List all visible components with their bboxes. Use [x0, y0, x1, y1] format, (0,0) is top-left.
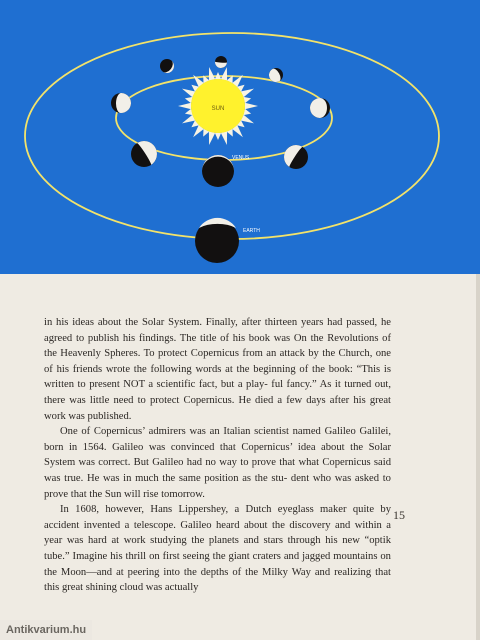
body-text — [44, 315, 391, 596]
text-line: Galilei, born in 1564. Galileo was convinced that Copernicus’ idea about — [44, 426, 391, 453]
sky-background — [0, 0, 480, 274]
text-line: his new “optik tube.” Imagine his thrill on first seeing the giant craters — [44, 535, 391, 562]
venus-phases-diagram — [0, 0, 480, 274]
text-line: dent who was asked to prove that the Sun will rise tomorrow. — [44, 472, 391, 500]
text-line: within a year was hard at work studying the planets and stars through — [44, 519, 391, 547]
solar-system-illustration — [0, 0, 480, 274]
text-line: ful fancy.” As it turned out, there was little need to protect Copernicus. — [44, 379, 391, 406]
sun-label: SUN — [211, 106, 225, 112]
text-line: Copernicus said was true. He was in much the same position as the stu- — [44, 457, 391, 484]
venus-label: VENUS — [232, 155, 250, 161]
text-line: Revolutions of the Heavenly Spheres. To protect Copernicus from an attack by — [44, 332, 391, 360]
paragraph-1 — [44, 315, 391, 424]
paragraph-2 — [44, 424, 391, 502]
text-line: the Milky Way and realizing that this great shining cloud was actually — [44, 566, 391, 594]
text-line: by accident invented a telescope. Galileo heard about the discovery and — [44, 504, 391, 531]
venus-phase — [202, 155, 234, 187]
page-edge — [476, 274, 480, 640]
text-line: and jagged mountains on the Moon—and at peering into the depths of — [44, 550, 391, 578]
page-number: 15 — [393, 508, 405, 522]
text-line: the Solar System was correct. But Galileo had no way to prove that what — [44, 441, 391, 469]
watermark: Antikvarium.hu — [0, 620, 92, 640]
text-line: passed, he agreed to publish his findings. The title of his book was On the — [44, 317, 391, 344]
text-line: the Church, one of his friends wrote the following words at the beginning — [44, 348, 391, 375]
text-line: In 1608, however, Hans Lippershey, a Dutch eyeglass maker quite — [60, 504, 375, 516]
text-line: of the book: “This is written to present NOT a scientific fact, but a play- — [44, 363, 391, 391]
text-line: He died a few days after his great work was published. — [44, 394, 391, 422]
text-line: One of Copernicus’ admirers was an Italian scientist named Galileo — [60, 426, 356, 438]
paragraph-3 — [44, 502, 391, 596]
text-line: in his ideas about the Solar System. Finally, after thirteen years had — [44, 317, 343, 328]
earth-label: EARTH — [243, 228, 260, 234]
